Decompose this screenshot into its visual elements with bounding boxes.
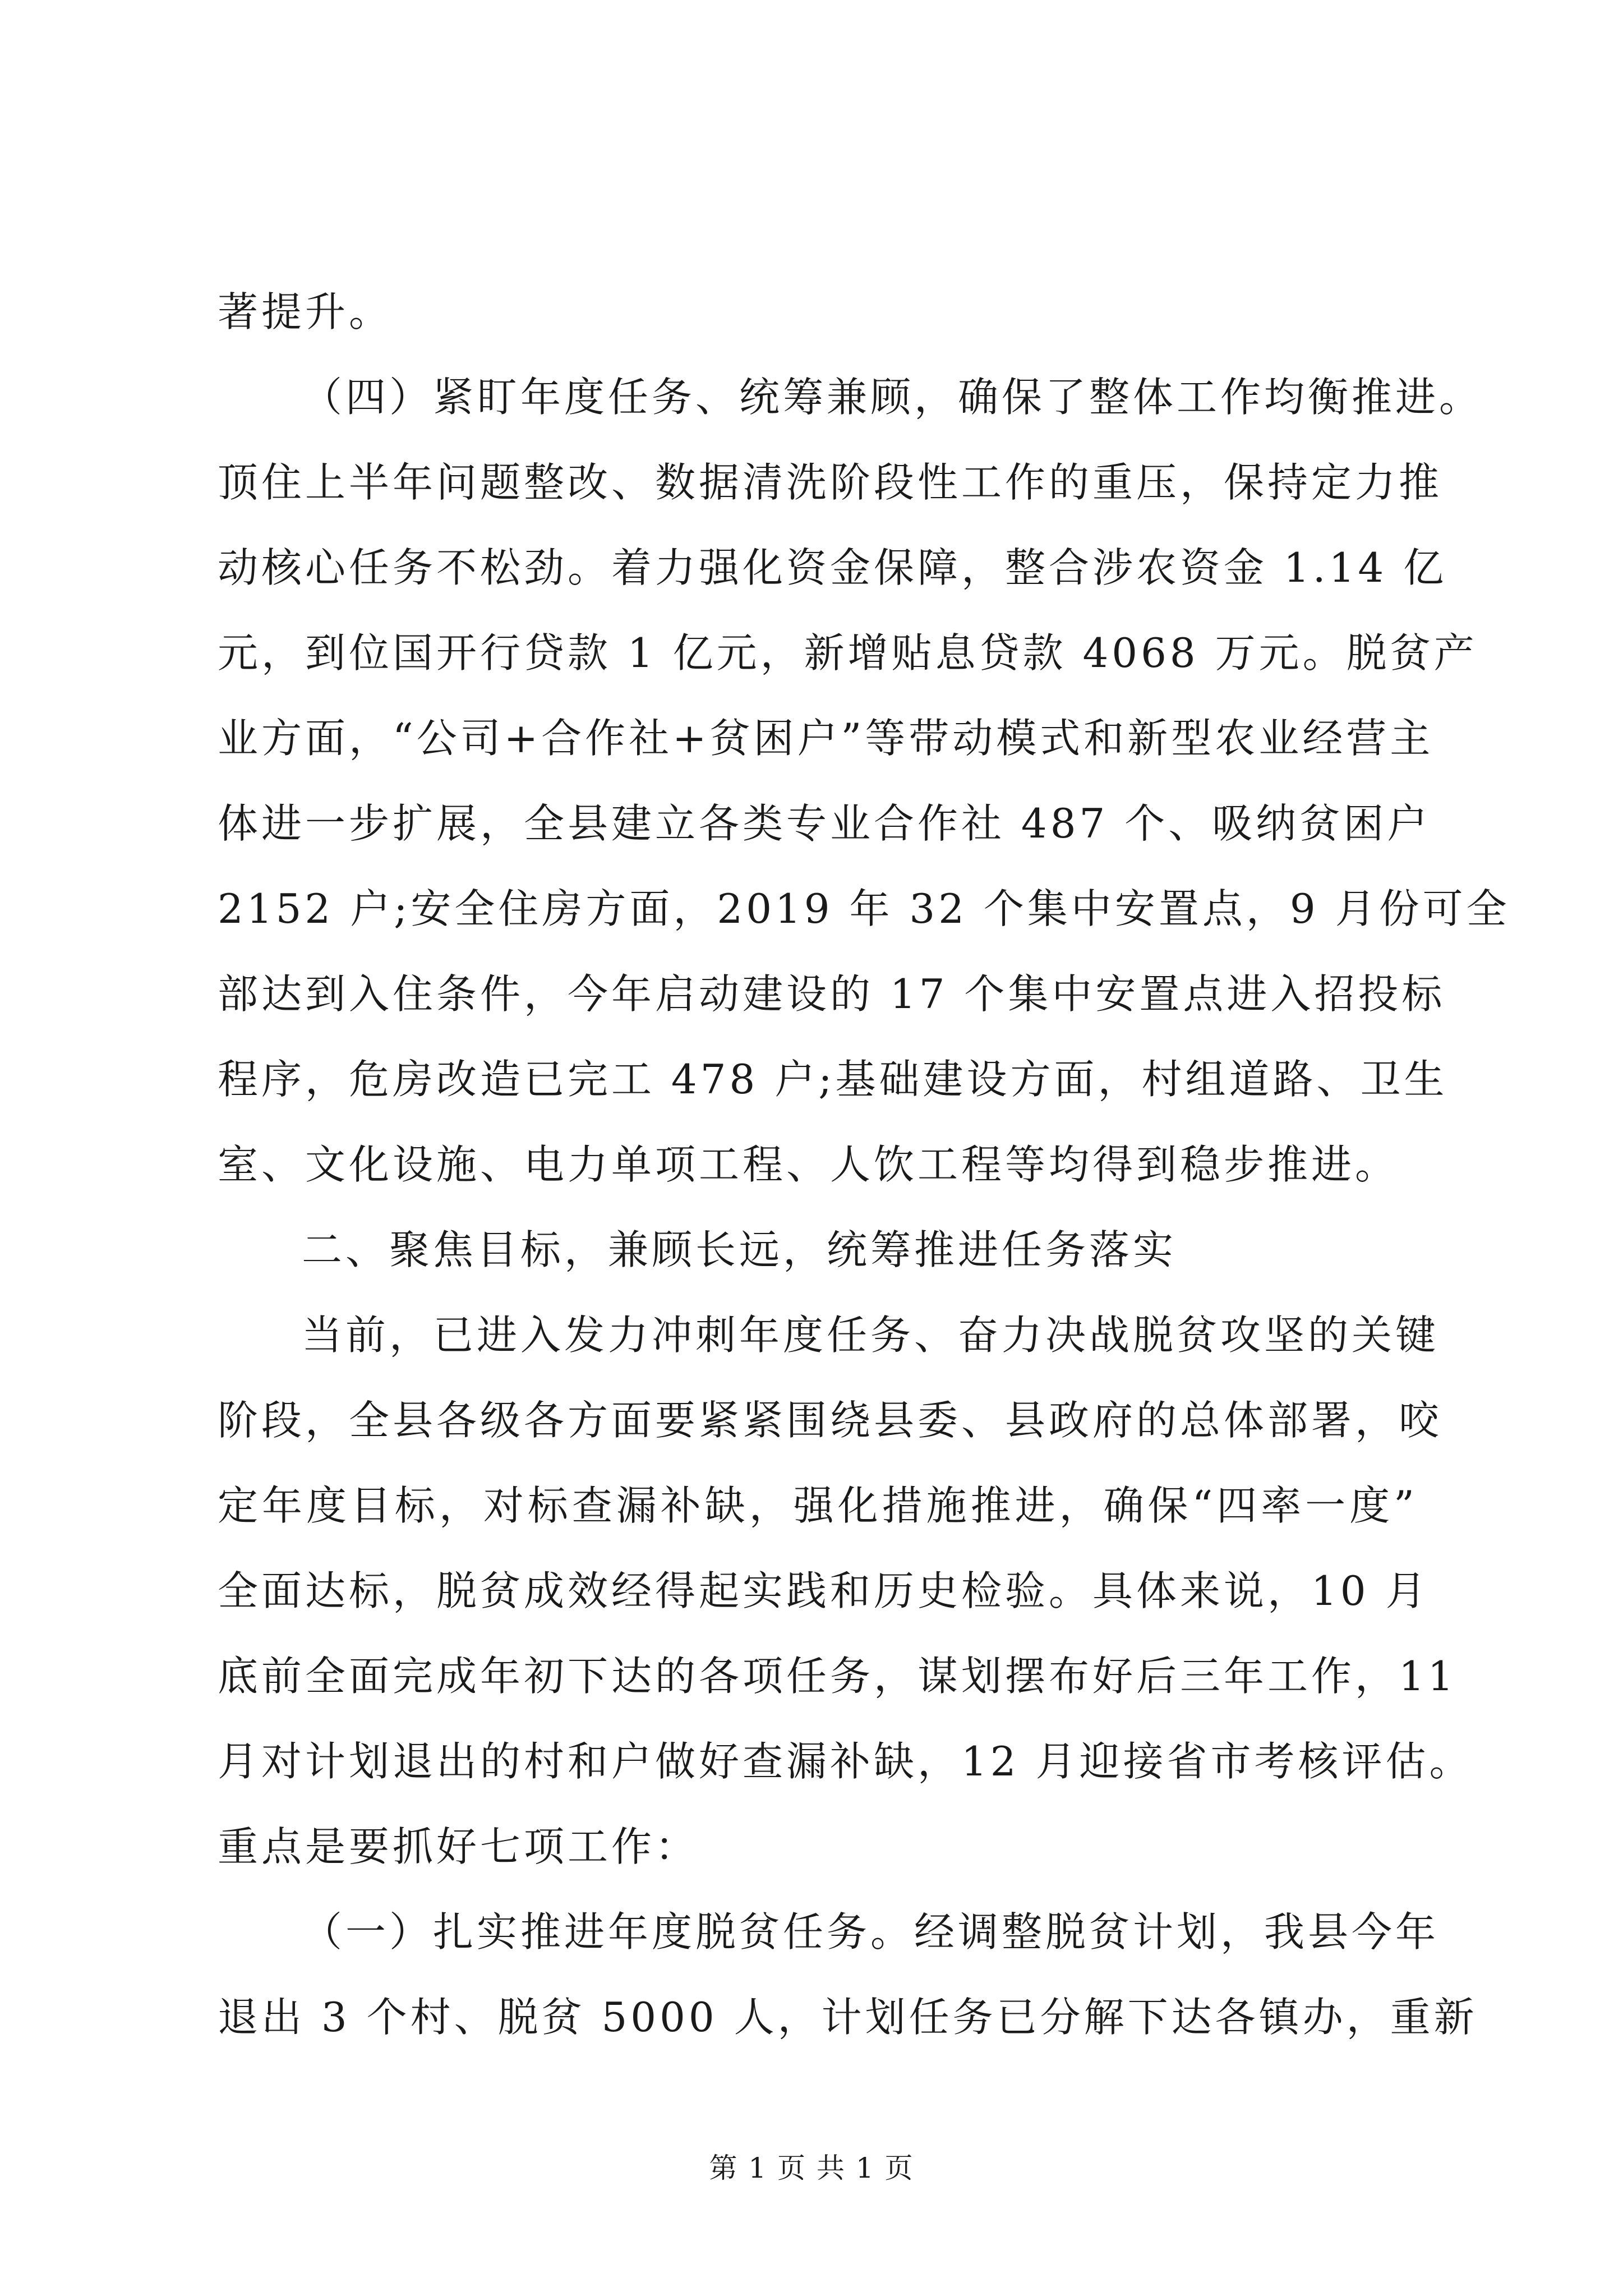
page-footer: 第 1 页 共 1 页 <box>709 2152 914 2184</box>
text-line: 部达到入住条件，今年启动建设的 17 个集中安置点进入招投标 <box>218 970 1446 1018</box>
text-line: 著提升。 <box>218 288 393 335</box>
text-line: 底前全面完成年初下达的各项任务，谋划摆布好后三年工作，11 <box>218 1653 1457 1700</box>
text-line: 元，到位国开行贷款 1 亿元，新增贴息贷款 4068 万元。脱贫产 <box>218 629 1478 677</box>
text-line: 体进一步扩展，全县建立各类专业合作社 487 个、吸纳贫困户 <box>218 800 1431 847</box>
text-line: 退出 3 个村、脱贫 5000 人，计划任务已分解下达各镇办，重新 <box>218 1994 1478 2041</box>
text-line: 室、文化设施、电力单项工程、人饮工程等均得到稳步推进。 <box>218 1141 1399 1188</box>
text-line: 动核心任务不松劲。着力强化资金保障，整合涉农资金 1.14 亿 <box>218 544 1447 591</box>
text-line: 2152 户;安全住房方面，2019 年 32 个集中安置点，9 月份可全 <box>218 885 1510 932</box>
text-line: 重点是要抓好七项工作： <box>218 1823 699 1870</box>
text-line: 全面达标，脱贫成效经得起实践和历史检验。具体来说，10 月 <box>218 1567 1430 1614</box>
text-line: 当前，已进入发力冲刺年度任务、奋力决战脱贫攻坚的关键 <box>302 1312 1440 1359</box>
text-line: 阶段，全县各级各方面要紧紧围绕县委、县政府的总体部署，咬 <box>218 1397 1443 1444</box>
text-line: 定年度目标，对标查漏补缺，强化措施推进，确保“四率一度” <box>218 1482 1418 1529</box>
text-line: 程序，危房改造已完工 478 户;基础建设方面，村组道路、卫生 <box>218 1056 1448 1103</box>
text-line: 顶住上半年问题整改、数据清洗阶段性工作的重压，保持定力推 <box>218 459 1443 506</box>
section-heading-four: （四）紧盯年度任务、统筹兼顾，确保了整体工作均衡推进。 <box>302 374 1483 421</box>
text-line: 月对计划退出的村和户做好查漏补缺，12 月迎接省市考核评估。 <box>218 1738 1473 1785</box>
section-heading-one: （一）扎实推进年度脱贫任务。经调整脱贫计划，我县今年 <box>302 1908 1440 1955</box>
text-line: 业方面，“公司+合作社+贫困户”等带动模式和新型农业经营主 <box>218 715 1434 762</box>
body-text <box>218 269 1510 2060</box>
section-heading-two: 二、聚焦目标，兼顾长远，统筹推进任务落实 <box>302 1226 1177 1273</box>
